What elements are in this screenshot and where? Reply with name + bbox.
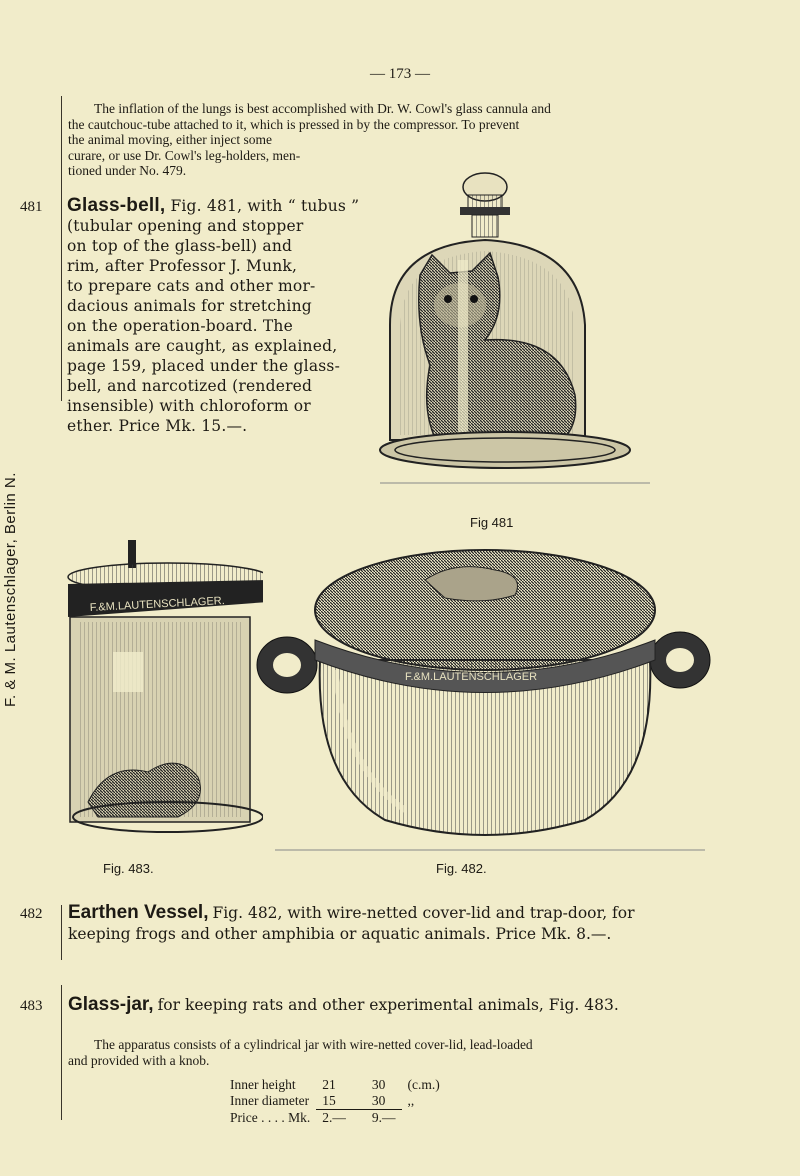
item-number-483: 483 (20, 998, 43, 1014)
table-row (224, 1077, 446, 1093)
item-482-text-first: Fig. 482, with wire-netted cover-lid and trap-door, for (212, 904, 635, 922)
item-483-text: for keeping rats and other experimental animals, Fig. 483. (157, 996, 619, 1014)
table-cell: 2.— (322, 1110, 346, 1125)
table-cell: ,, (407, 1093, 415, 1109)
item-481-line: rim, after Professor J. Munk, (67, 257, 298, 275)
table-cell (402, 1110, 446, 1127)
item-481-line: insensible) with chloroform or (67, 397, 311, 415)
item-483-desc-line: and provided with a knob. (68, 1052, 210, 1068)
item-481-line: dacious animals for stretching (67, 297, 312, 315)
table-row (224, 1110, 446, 1127)
figure-482-caption: Fig. 482. (436, 861, 487, 876)
margin-rule-482 (61, 905, 62, 960)
table-cell: 21 (322, 1077, 336, 1092)
figure-481-caption: Fig 481 (470, 515, 514, 530)
item-481-line: ether. Price Mk. 15.—. (67, 417, 248, 435)
item-481-line: (tubular opening and stopper (67, 217, 304, 235)
item-481-line: to prepare cats and other mor- (67, 277, 316, 295)
table-cell: 30 (371, 1077, 386, 1092)
item-481-line: bell, and narcotized (rendered (67, 377, 313, 395)
table-cell: 15 (316, 1093, 352, 1110)
page-number: — 173 — (370, 66, 430, 82)
margin-rule-481 (61, 96, 62, 401)
table-cell: 30 (352, 1093, 402, 1110)
table-cell: Inner height (230, 1077, 296, 1092)
item-482-description (68, 903, 748, 945)
item-481-description (67, 196, 367, 436)
item-481-line: on top of the glass-bell) and (67, 237, 293, 255)
item-482-title: Earthen Vessel, (68, 902, 209, 923)
figure-483-glass-jar (28, 532, 263, 862)
item-483-title: Glass-jar, (68, 994, 154, 1015)
jar-maker-label: F.&M.LAUTENSCHLAGER. (89, 594, 226, 614)
item-481-title: Glass-bell, (67, 195, 166, 216)
intro-line: the cautchouc-tube attached to it, which is pressed in by the compressor. To prevent (68, 116, 520, 132)
item-number-482: 482 (20, 906, 43, 922)
figure-483-caption: Fig. 483. (103, 861, 154, 876)
item-482-text-second: keeping frogs and other amphibia or aquatic animals. Price Mk. 8.—. (68, 925, 612, 943)
figure-481-glass-bell (360, 165, 660, 515)
intro-line: The inflation of the lungs is best accomplished with Dr. W. Cowl's glass cannula and (94, 101, 551, 116)
figure-482-earthen-vessel (255, 530, 720, 865)
item-483-desc-line: The apparatus consists of a cylindrical jar with wire-netted cover-lid, lead-loaded (94, 1037, 533, 1052)
item-481-line: animals are caught, as explained, (67, 337, 338, 355)
publisher-side-label: F. & M. Lautenschlager, Berlin N. (2, 472, 19, 708)
table-cell: 9.— (371, 1110, 396, 1125)
item-number-481: 481 (20, 199, 43, 215)
item-483-spec-table (224, 1077, 446, 1126)
item-481-line: page 159, placed under the glass- (67, 357, 341, 375)
table-cell: Inner diameter (230, 1093, 310, 1109)
intro-line: tioned under No. 479. (68, 163, 187, 178)
item-481-line: Fig. 481, with “ tubus ” (170, 197, 360, 215)
item-483-description (68, 995, 748, 1016)
table-cell: (c.m.) (407, 1077, 440, 1092)
item-481-line: on the operation-board. The (67, 317, 293, 335)
item-483-apparatus-description (68, 1037, 748, 1068)
margin-rule-483 (61, 985, 62, 1120)
intro-line: the animal moving, either inject some (68, 132, 272, 147)
table-row (224, 1093, 446, 1110)
intro-line: curare, or use Dr. Cowl's leg-holders, men- (68, 147, 301, 163)
table-cell: Price . . . . Mk. (230, 1109, 311, 1125)
vessel-maker-label: F.&M.LAUTENSCHLAGER (405, 671, 538, 683)
